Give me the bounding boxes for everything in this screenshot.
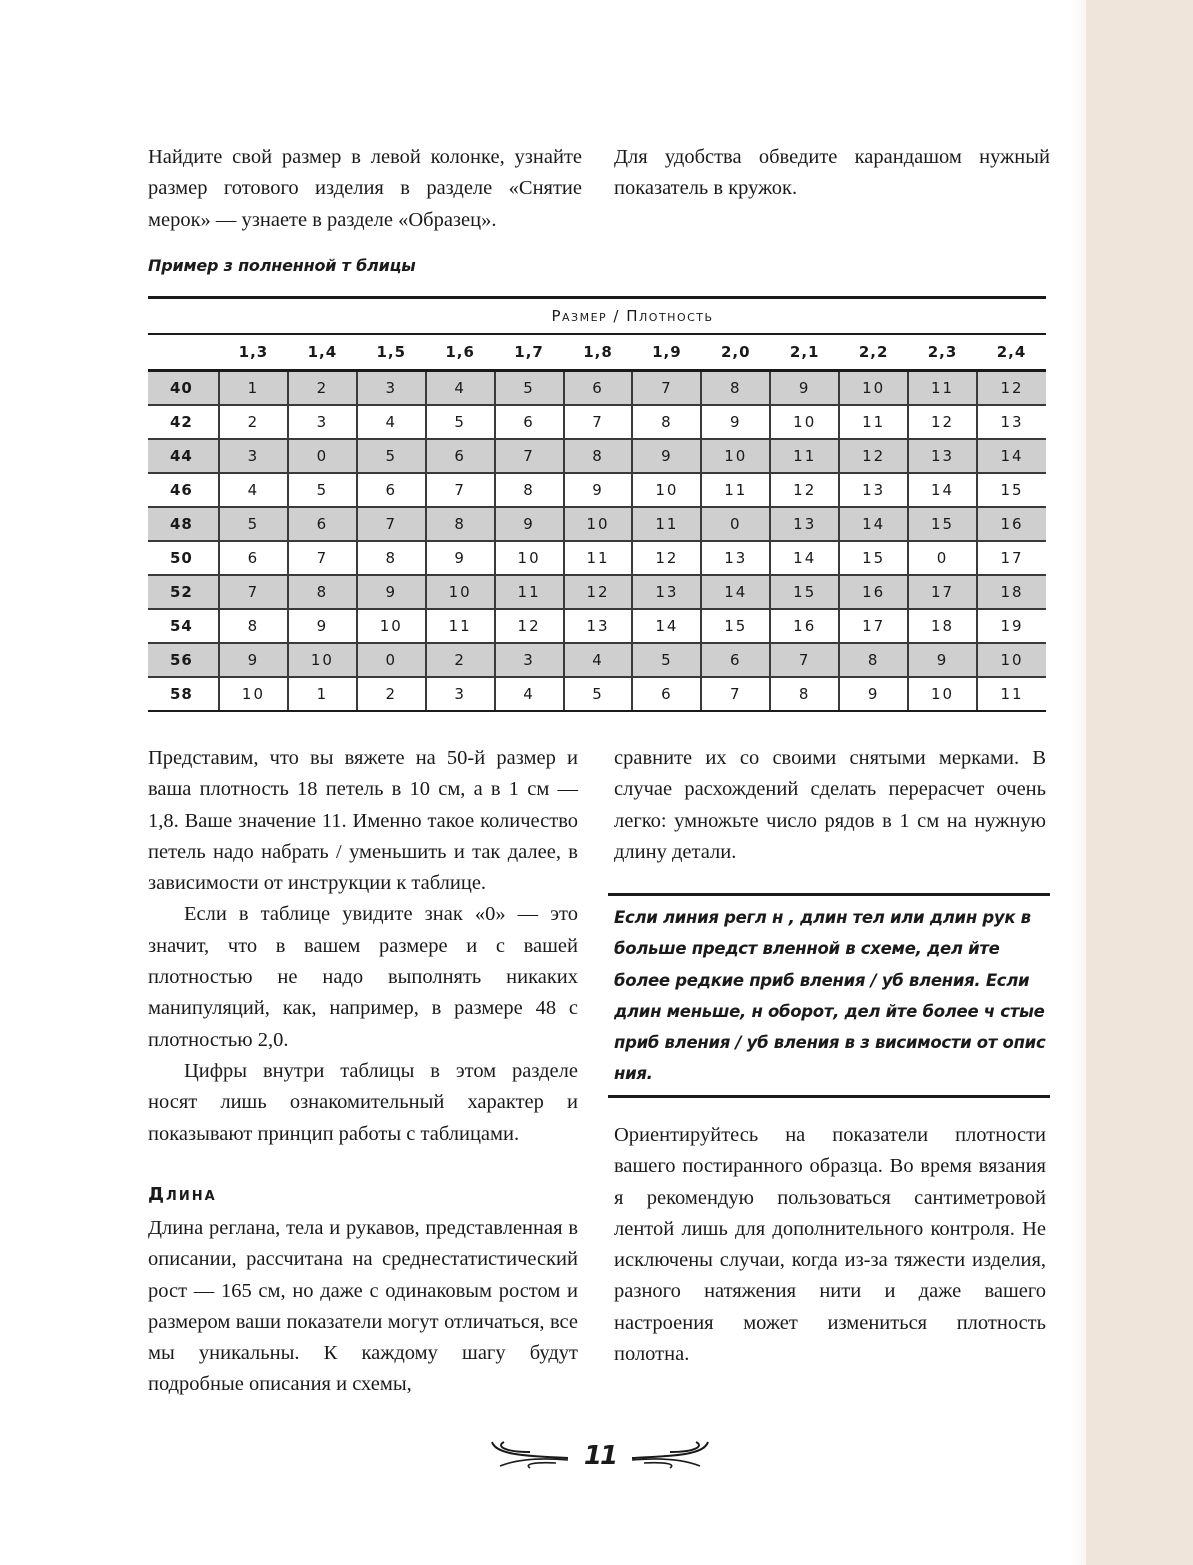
- page-number: 11: [583, 1441, 617, 1471]
- table-caption: Пример з полненной т блицы: [148, 256, 416, 275]
- table-cell: 11: [495, 575, 564, 609]
- row-size-label: 44: [148, 439, 219, 473]
- row-size-label: 54: [148, 609, 219, 643]
- column-header: 1,7: [495, 334, 564, 371]
- body-left-column: [148, 743, 578, 1150]
- table-cell: 13: [770, 507, 839, 541]
- table-row: [148, 473, 1046, 507]
- table-cell: 8: [357, 541, 426, 575]
- row-size-label: 46: [148, 473, 219, 507]
- table-cell: 14: [839, 507, 908, 541]
- table-cell: 5: [426, 405, 495, 439]
- row-size-label: 50: [148, 541, 219, 575]
- table-cell: 4: [495, 677, 564, 711]
- table-cell: 8: [426, 507, 495, 541]
- table-cell: 0: [908, 541, 977, 575]
- table-cell: 7: [288, 541, 357, 575]
- compare-paragraph: сравните их со своими снятыми мерками. В случае расхождений сделать перерасчет очень легко: умножьте число рядов в 1 см на нужную длину детали.: [614, 747, 1046, 863]
- table-cell: 11: [839, 405, 908, 439]
- zero-sign-paragraph: Если в таблице увидите знак «0» — это значит, что в вашем размере и с вашей плотностью не надо выполнять никаких манипуляций, как, например, в размере 48 с плотностью 2,0.: [148, 903, 578, 1051]
- table-cell: 7: [564, 405, 633, 439]
- table-cell: 9: [288, 609, 357, 643]
- table-cell: 4: [219, 473, 288, 507]
- table-cell: 3: [288, 405, 357, 439]
- row-label-header: [148, 334, 219, 371]
- intro-left-paragraph: [148, 142, 582, 236]
- table-row: [148, 439, 1046, 473]
- table-cell: 10: [839, 371, 908, 406]
- table-cell: 12: [908, 405, 977, 439]
- table-cell: 8: [288, 575, 357, 609]
- side-margin-strip: [1086, 0, 1193, 1565]
- table-cell: 7: [219, 575, 288, 609]
- table-cell: 9: [357, 575, 426, 609]
- table-row: [148, 643, 1046, 677]
- length-paragraph: Длина реглана, тела и рукавов, представленная в описании, рассчитана на среднестатистический рост — 165 см, но даже с одинаковым ростом и размером ваши показатели могут отличаться, все мы уникальны. К каждому шагу будут подробные описания и схемы,: [148, 1217, 578, 1396]
- column-header: 2,0: [701, 334, 770, 371]
- table-cell: 6: [288, 507, 357, 541]
- length-section-body: [148, 1213, 578, 1401]
- table-cell: 10: [219, 677, 288, 711]
- table-cell: 5: [564, 677, 633, 711]
- table-cell: 13: [839, 473, 908, 507]
- density-advice-paragraph: Ориентируйтесь на показатели плотности вашего постиранного образца. Во время вязания я рекомендую пользоваться сантиметровой лентой лишь для дополнительного контроля. Не исключены случаи, когда из-за тяжести изделия, разного натяжения нити и даже вашего настроения может измениться плотность полотна.: [614, 1124, 1046, 1366]
- table-cell: 7: [770, 643, 839, 677]
- intro-left-text: Найдите свой размер в левой колонке, узнайте размер готового изделия в разделе «Снятие мерок» — узнаете в разделе «Образец».: [148, 146, 582, 231]
- table-cell: 19: [977, 609, 1046, 643]
- table-cell: 14: [977, 439, 1046, 473]
- column-header: 2,1: [770, 334, 839, 371]
- table-cell: 9: [770, 371, 839, 406]
- table-group-header-row: [148, 298, 1046, 335]
- table-cell: 18: [908, 609, 977, 643]
- table-cell: 13: [701, 541, 770, 575]
- table-row: [148, 575, 1046, 609]
- column-header: 1,3: [219, 334, 288, 371]
- table-cell: 15: [770, 575, 839, 609]
- table-cell: 12: [839, 439, 908, 473]
- table-cell: 10: [357, 609, 426, 643]
- table-cell: 12: [977, 371, 1046, 406]
- table-cell: 9: [701, 405, 770, 439]
- table-cell: 10: [632, 473, 701, 507]
- column-header-row: [148, 334, 1046, 371]
- table-cell: 14: [701, 575, 770, 609]
- table-cell: 17: [908, 575, 977, 609]
- table-cell: 10: [288, 643, 357, 677]
- table-cell: 14: [770, 541, 839, 575]
- table-cell: 6: [632, 677, 701, 711]
- table-cell: 6: [564, 371, 633, 406]
- table-cell: 5: [632, 643, 701, 677]
- column-header: 2,4: [977, 334, 1046, 371]
- table-cell: 8: [632, 405, 701, 439]
- table-cell: 11: [977, 677, 1046, 711]
- column-header: 1,4: [288, 334, 357, 371]
- table-cell: 0: [357, 643, 426, 677]
- table-cell: 0: [288, 439, 357, 473]
- table-row: [148, 371, 1046, 406]
- table-cell: 8: [564, 439, 633, 473]
- row-size-label: 52: [148, 575, 219, 609]
- size-density-table: [148, 296, 1046, 712]
- table-cell: 12: [564, 575, 633, 609]
- row-size-label: 40: [148, 371, 219, 406]
- table-cell: 6: [495, 405, 564, 439]
- table-cell: 1: [219, 371, 288, 406]
- table-cell: 3: [495, 643, 564, 677]
- table-cell: 12: [632, 541, 701, 575]
- row-size-label: 48: [148, 507, 219, 541]
- table-cell: 10: [908, 677, 977, 711]
- table-cell: 3: [357, 371, 426, 406]
- table-cell: 17: [839, 609, 908, 643]
- table-cell: 15: [977, 473, 1046, 507]
- disclaimer-paragraph: Цифры внутри таблицы в этом разделе носят лишь ознакомительный характер и показывают принцип работы с таблицами.: [148, 1059, 578, 1145]
- table-cell: 0: [701, 507, 770, 541]
- table-cell: 10: [770, 405, 839, 439]
- table-cell: 8: [219, 609, 288, 643]
- table-cell: 10: [564, 507, 633, 541]
- table-cell: 2: [426, 643, 495, 677]
- table-cell: 13: [908, 439, 977, 473]
- table-cell: 13: [564, 609, 633, 643]
- table-cell: 1: [288, 677, 357, 711]
- table-cell: 7: [426, 473, 495, 507]
- intro-right-text: Для удобства обведите карандашом нужный показатель в кружок.: [614, 146, 1050, 200]
- table-cell: 11: [770, 439, 839, 473]
- note-text: Если линия регл н , длин тел или длин рук в больше предст вленной в схеме, дел йте более редкие приб вления / уб вления. Если длин меньше, н оборот, дел йте более ч стые приб вления / уб вления в з висимости от опис ния.: [614, 908, 1046, 1084]
- table-cell: 11: [426, 609, 495, 643]
- table-cell: 5: [219, 507, 288, 541]
- table-cell: 7: [701, 677, 770, 711]
- note-callout: [608, 893, 1050, 1098]
- table-cell: 9: [219, 643, 288, 677]
- table-cell: 2: [288, 371, 357, 406]
- column-header: 1,6: [426, 334, 495, 371]
- column-header: 2,3: [908, 334, 977, 371]
- table-cell: 5: [495, 371, 564, 406]
- table-cell: 5: [357, 439, 426, 473]
- table-row: [148, 507, 1046, 541]
- table-cell: 9: [632, 439, 701, 473]
- table-row: [148, 609, 1046, 643]
- row-size-label: 56: [148, 643, 219, 677]
- table-cell: 9: [908, 643, 977, 677]
- table-cell: 17: [977, 541, 1046, 575]
- table-cell: 2: [357, 677, 426, 711]
- column-header: 1,5: [357, 334, 426, 371]
- table-cell: 14: [632, 609, 701, 643]
- table-cell: 18: [977, 575, 1046, 609]
- table-cell: 10: [977, 643, 1046, 677]
- table-cell: 11: [564, 541, 633, 575]
- density-advice-column: [614, 1120, 1046, 1370]
- table-cell: 8: [495, 473, 564, 507]
- table-cell: 10: [426, 575, 495, 609]
- table-cell: 9: [564, 473, 633, 507]
- table-cell: 13: [977, 405, 1046, 439]
- table-cell: 16: [839, 575, 908, 609]
- table-cell: 8: [701, 371, 770, 406]
- group-header: Размер / Плотность: [219, 298, 1046, 335]
- flourish-ornament-right-icon: [630, 1436, 710, 1477]
- table-cell: 11: [701, 473, 770, 507]
- table-cell: 6: [426, 439, 495, 473]
- corner-cell: [148, 298, 219, 335]
- table-cell: 9: [495, 507, 564, 541]
- row-size-label: 42: [148, 405, 219, 439]
- table-cell: 15: [701, 609, 770, 643]
- table-cell: 3: [426, 677, 495, 711]
- table-cell: 15: [839, 541, 908, 575]
- column-header: 2,2: [839, 334, 908, 371]
- table-row: [148, 677, 1046, 711]
- row-size-label: 58: [148, 677, 219, 711]
- table-cell: 6: [701, 643, 770, 677]
- table-cell: 16: [770, 609, 839, 643]
- table-cell: 13: [632, 575, 701, 609]
- table-cell: 8: [770, 677, 839, 711]
- table-row: [148, 405, 1046, 439]
- column-header: 1,9: [632, 334, 701, 371]
- page-footer: [500, 1436, 700, 1476]
- table-cell: 7: [632, 371, 701, 406]
- table-cell: 12: [495, 609, 564, 643]
- table-cell: 10: [495, 541, 564, 575]
- table-cell: 6: [357, 473, 426, 507]
- table-cell: 14: [908, 473, 977, 507]
- example-paragraph: Представим, что вы вяжете на 50-й размер и ваша плотность 18 петель в 10 см, а в 1 см — 1,8. Ваше значение 11. Именно такое количество петель надо набрать / уменьшить и так далее, в зависимости от инструкции к таблице.: [148, 747, 578, 895]
- table-cell: 2: [219, 405, 288, 439]
- table-cell: 8: [839, 643, 908, 677]
- table-cell: 4: [426, 371, 495, 406]
- table-cell: 7: [357, 507, 426, 541]
- column-header: 1,8: [564, 334, 633, 371]
- table-cell: 16: [977, 507, 1046, 541]
- table-cell: 10: [701, 439, 770, 473]
- table-cell: 4: [357, 405, 426, 439]
- table-cell: 9: [426, 541, 495, 575]
- table-cell: 9: [839, 677, 908, 711]
- table-cell: 15: [908, 507, 977, 541]
- table-body: [148, 371, 1046, 712]
- table-cell: 3: [219, 439, 288, 473]
- section-heading-length: Длина: [148, 1184, 217, 1205]
- table-cell: 4: [564, 643, 633, 677]
- table-cell: 11: [632, 507, 701, 541]
- table-cell: 6: [219, 541, 288, 575]
- table-cell: 5: [288, 473, 357, 507]
- page-gutter-shadow: [1072, 0, 1086, 1565]
- intro-right-paragraph: [614, 142, 1050, 205]
- table-row: [148, 541, 1046, 575]
- table-cell: 12: [770, 473, 839, 507]
- flourish-ornament-left-icon: [490, 1436, 570, 1477]
- table-cell: 7: [495, 439, 564, 473]
- table-cell: 11: [908, 371, 977, 406]
- body-right-column: [614, 743, 1046, 868]
